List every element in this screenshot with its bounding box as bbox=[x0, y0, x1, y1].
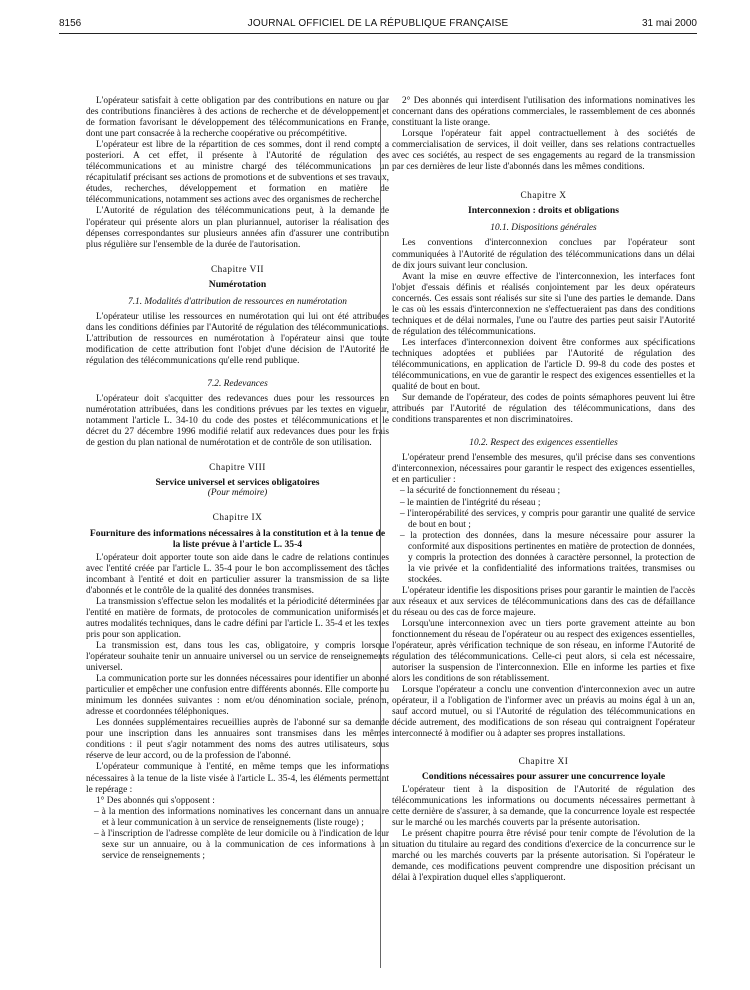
paragraph: L'opérateur prend l'ensemble des mesures, qu'il précise dans ses conventions d'interconnexion, nécessaires pour garantir le respect des exigences essentielles, et en particulier : bbox=[392, 453, 695, 486]
paragraph: L'opérateur est libre de la répartition de ces sommes, dont il rend compte a posteriori. A cet effet, il présente à l'Autorité de régulation des télécommunications et au ministre chargé des télécommunications un récapitulatif précisant ses actions de promotions et de subventions et ses travaux, études, recherches, développement et formation en matière de télécommunications, notamment ses actions avec des organismes de recherche. bbox=[86, 140, 389, 206]
paragraph: Les conventions d'interconnexion conclues par l'opérateur sont communiquées à l'Autorité de régulation des télécommunications dans un délai de dix jours suivant leur conclusion. bbox=[392, 238, 695, 271]
header-rule bbox=[59, 33, 697, 34]
chapter-label: Chapitre VII bbox=[210, 264, 265, 275]
list-item: 2° Des abonnés qui interdisent l'utilisation des informations nominatives les concernant dans des opérations commerciales, le rassemblement de ces abonnés constituant la liste orange. bbox=[392, 96, 695, 129]
chapter-label: Chapitre XI bbox=[518, 756, 569, 767]
chapter-label: Chapitre IX bbox=[212, 513, 263, 524]
left-column bbox=[86, 96, 389, 862]
list-item: – à la mention des informations nominatives les concernant dans un annuaire et à leur communication à un service de renseignements (liste rouge) ; bbox=[94, 806, 389, 828]
paragraph: La transmission s'effectue selon les modalités et la périodicité déterminées par l'entité en matière de formats, de protocoles de communication uniformisés et autres modalités techniques, dans le cadre défini par l'article L. 35-4 et les textes pris pour son application. bbox=[86, 596, 389, 640]
chapter-title: Conditions nécessaires pour assurer une concurrence loyale bbox=[421, 770, 666, 782]
chapter-title: Numérotation bbox=[208, 278, 267, 290]
section-title: 10.2. Respect des exigences essentielles bbox=[469, 438, 618, 449]
chapter-title: Service universel et services obligatoires bbox=[155, 477, 320, 489]
chapter-title: Fourniture des informations nécessaires à la constitution et à la tenue de la liste prévue à l'article L. 35-4 bbox=[89, 527, 386, 550]
paragraph: L'opérateur doit s'acquitter des redevances dues pour les ressources en numérotation attribuées, dans les conditions prévues par les textes en vigueur, notamment l'article L. 34-10 du code des postes et télécommunications et le décret du 27 décembre 1996 modifié relatif aux redevances dues pour les frais de gestion du plan national de numérotation et de contrôle de son utilisation. bbox=[86, 394, 389, 449]
chapter-subtitle: (Pour mémoire) bbox=[207, 488, 268, 499]
dash-list bbox=[86, 807, 389, 862]
paragraph: L'opérateur tient à la disposition de l'Autorité de régulation des télécommunications les informations ou documents nécessaires permettant à cette dernière de s'assurer, à sa demande, que la concurrence loyale est respectée sur le marché ou les marchés couverts par la présente autorisation. bbox=[392, 784, 695, 828]
paragraph: Sur demande de l'opérateur, des codes de points sémaphores peuvent lui être attribués par l'Autorité de régulation des télécommunications, dans des conditions transparentes et non discriminatoires. bbox=[392, 393, 695, 426]
paragraph: L'opérateur utilise les ressources en numérotation qui lui ont été attribuées dans les conditions définies par l'Autorité de régulation des télécommunications. L'attribution de ressources en numérotation à l'opérateur ainsi que toute modification de cette attribution font l'objet d'une décision de l'Autorité de régulation des télécommunications qu'elle rend publique. bbox=[86, 311, 389, 366]
list-item: – l'interopérabilité des services, y compris pour garantir une qualité de service de bout en bout ; bbox=[400, 508, 695, 530]
paragraph: L'opérateur satisfait à cette obligation par des contributions en nature ou par des contributions financières à des actions de recherche et de développement et de formation favorisant le développement des télécommunications en France, dont une part consacrée à la recherche coopérative ou précompétitive. bbox=[86, 96, 389, 140]
paragraph: Lorsque l'opérateur fait appel contractuellement à des sociétés de commercialisation de services, il doit veiller, dans ses relations contractuelles avec ces sociétés, au respect de ses engagements au regard de la transmission par ces dernières de leur liste d'abonnés dans les mêmes conditions. bbox=[392, 129, 695, 173]
paragraph: La transmission est, dans tous les cas, obligatoire, y compris lorsque l'opérateur souhaite tenir un annuaire universel ou un service de renseignements universel. bbox=[86, 640, 389, 674]
paragraph: Le présent chapitre pourra être révisé pour tenir compte de l'évolution de la situation du titulaire au regard des conditions d'exercice de la concurrence sur le marché ou les marchés couverts par la présente autorisation. Si l'opérateur le demande, ces modifications peuvent comprendre une disposition précisant un délai à l'expiration duquel elles s'appliqueront. bbox=[392, 828, 695, 883]
chapter-label: Chapitre X bbox=[520, 191, 567, 202]
paragraph: L'Autorité de régulation des télécommunications peut, à la demande de l'opérateur qui présente alors un plan pluriannuel, autoriser la réalisation des dépenses correspondantes sur plusieurs années afin d'assurer une contribution plus régulière sur l'ensemble de la durée de l'autorisation. bbox=[86, 206, 389, 250]
paragraph: Les interfaces d'interconnexion doivent être conformes aux spécifications techniques adoptées et publiées par l'Autorité de régulation des télécommunications, en application de l'article D. 99-8 du code des postes et télécommunications, en vue de garantir le respect des exigences essentielles et la qualité de bout en bout. bbox=[392, 337, 695, 393]
list-item: – la protection des données, dans la mesure nécessaire pour assurer la conformité aux dispositions pertinentes en matière de protection de données, y compris la protection des données à caractère personnel, la protection de la vie privée et la confidentialité des informations traitées, transmises ou stockées. bbox=[400, 530, 695, 585]
list-item: – le maintien de l'intégrité du réseau ; bbox=[400, 497, 541, 508]
section-title: 7.1. Modalités d'attribution de ressources en numérotation bbox=[128, 296, 347, 307]
dash-list bbox=[392, 486, 695, 585]
paragraph: Lorsqu'une interconnexion avec un tiers porte gravement atteinte au bon fonctionnement du réseau de l'opérateur ou au respect des exigences essentielles, l'opérateur, après vérification technique de son réseau, en informe l'Autorité de régulation des télécommunications. Celle-ci peut alors, si cela est nécessaire, autoriser la suspension de l'interconnexion. Elle en informe les parties et fixe alors les conditions de son rétablissement. bbox=[392, 619, 695, 685]
right-column bbox=[392, 96, 695, 884]
column-divider bbox=[380, 96, 381, 968]
paragraph: Avant la mise en œuvre effective de l'interconnexion, les interfaces font l'objet d'essais définis et réalisés conjointement par les deux opérateurs concernés. Ces essais sont réalisés sur site si l'une des parties le demande. Dans le cas où les essais d'interconnexion ne s'effectueraient pas dans des conditions techniques et de délai normales, l'une ou l'autre des parties peut saisir l'Autorité de régulation des télécommunications. bbox=[392, 271, 695, 337]
section-title: 7.2. Redevances bbox=[207, 379, 268, 390]
chapter-label: Chapitre VIII bbox=[209, 463, 266, 474]
paragraph: L'opérateur communique à l'entité, en même temps que les informations nécessaires à la tenue de la liste visée à l'article L. 35-4, les éléments permettant le repérage : bbox=[86, 762, 389, 795]
publication-date: 31 mai 2000 bbox=[641, 18, 697, 29]
paragraph: L'opérateur identifie les dispositions prises pour garantir le maintien de l'accès aux réseaux et aux services de télécommunications dans des cas de défaillance du réseau ou des cas de force majeure. bbox=[392, 585, 695, 618]
paragraph: Les données supplémentaires recueillies auprès de l'abonné sur sa demande pour une inscription dans les annuaires sont transmises dans les mêmes conditions : il peut s'agir notamment des noms des autres utilisateurs, sous réserve de leur accord, ou de la profession de l'abonné. bbox=[86, 718, 389, 762]
list-item: – à l'inscription de l'adresse complète de leur domicile ou à l'indication de leur sexe sur un annuaire, ou à la communication de ces informations à un service de renseignements ; bbox=[94, 828, 389, 861]
list-item: 1° Des abonnés qui s'opposent : bbox=[96, 795, 215, 806]
page-header bbox=[59, 18, 697, 34]
chapter-title: Interconnexion : droits et obligations bbox=[467, 205, 620, 217]
list-item: – la sécurité de fonctionnement du réseau ; bbox=[400, 486, 561, 497]
journal-title: JOURNAL OFFICIEL DE LA RÉPUBLIQUE FRANÇAISE bbox=[247, 18, 509, 29]
paragraph: La communication porte sur les données nécessaires pour identifier un abonné particulier et empêcher une confusion entre différents abonnés. Elle comporte au minimum les données suivantes : nom et/ou dénomination sociale, prénom, adresse et coordonnées téléphoniques. bbox=[86, 674, 389, 718]
section-title: 10.1. Dispositions générales bbox=[490, 223, 597, 234]
paragraph: Lorsque l'opérateur a conclu une convention d'interconnexion avec un autre opérateur, il a l'obligation de l'informer avec un préavis au moins égal à un an, sauf accord mutuel, ou si l'Autorité de régulation des télécommunications en décide autrement, des modifications de son réseau qui contraignent l'opérateur interconnecté à modifier ou à adapter ses propres installations. bbox=[392, 685, 695, 740]
page-number: 8156 bbox=[59, 18, 82, 29]
paragraph: L'opérateur doit apporter toute son aide dans le cadre de relations continues avec l'entité créée par l'article L. 35-4 pour le bon accomplissement des tâches incombant à l'entité et doit en particulier assurer la transmission de sa liste d'abonnés et le contrôle de la qualité des données transmises. bbox=[86, 552, 389, 596]
